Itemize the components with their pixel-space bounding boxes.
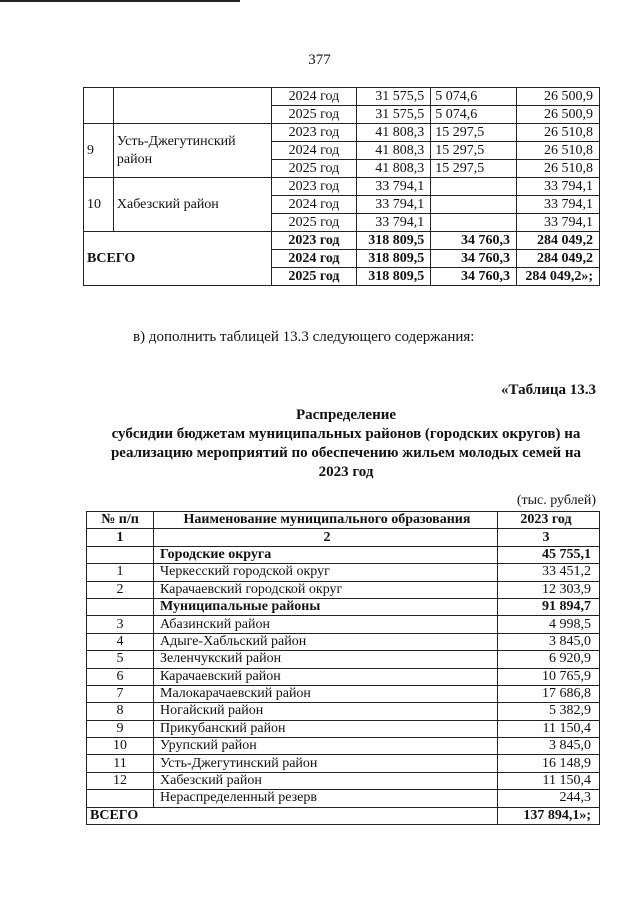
total-cell: 318 809,5 xyxy=(357,250,431,268)
year-cell: 2025 год xyxy=(271,160,357,178)
value-cell: 284 049,2 xyxy=(517,232,600,250)
amount-cell: 12 303,9 xyxy=(498,581,600,598)
index-cell: 1 xyxy=(87,529,154,546)
row-number xyxy=(87,598,154,615)
value-cell: 5 074,6 xyxy=(431,88,517,106)
units-label: (тыс. рублей) xyxy=(516,493,596,508)
value-cell: 5 074,6 xyxy=(431,106,517,124)
year-cell: 2025 год xyxy=(271,268,357,286)
table-row xyxy=(87,616,600,633)
continued-table xyxy=(83,87,600,286)
table-row xyxy=(87,633,600,650)
municipality-name: Зеленчукский район xyxy=(154,651,498,668)
value-cell: 26 510,8 xyxy=(517,160,600,178)
total-cell: 33 794,1 xyxy=(357,214,431,232)
amount-cell: 33 451,2 xyxy=(498,564,600,581)
total-label: ВСЕГО xyxy=(84,232,272,286)
municipality-name: Муниципальные районы xyxy=(154,598,498,615)
year-cell: 2023 год xyxy=(271,124,357,142)
value-cell xyxy=(431,196,517,214)
year-cell: 2024 год xyxy=(271,196,357,214)
total-cell: 41 808,3 xyxy=(357,142,431,160)
row-number: 5 xyxy=(87,651,154,668)
municipality-name: Адыге-Хабльский район xyxy=(154,633,498,650)
table-row xyxy=(87,755,600,772)
year-cell: 2024 год xyxy=(271,88,357,106)
value-cell xyxy=(431,178,517,196)
value-cell: 284 049,2»; xyxy=(517,268,600,286)
amount-cell: 244,3 xyxy=(498,790,600,807)
year-cell: 2023 год xyxy=(271,178,357,196)
table-row xyxy=(87,685,600,702)
total-value: 137 894,1»; xyxy=(498,807,600,824)
table-row xyxy=(84,124,600,142)
table-row xyxy=(84,88,600,106)
value-cell: 34 760,3 xyxy=(431,268,517,286)
row-number: 4 xyxy=(87,633,154,650)
index-row xyxy=(87,529,600,546)
heading-line: субсидии бюджетам муниципальных районов (городских округов) на xyxy=(111,426,581,442)
row-number: 6 xyxy=(87,668,154,685)
year-cell: 2024 год xyxy=(271,142,357,160)
name-cell xyxy=(113,88,271,124)
amount-cell: 17 686,8 xyxy=(498,685,600,702)
municipality-name: Урупский район xyxy=(154,738,498,755)
value-cell xyxy=(431,214,517,232)
column-header: Наименование муниципального образования xyxy=(154,512,498,529)
header-row xyxy=(87,512,600,529)
municipality-name: Хабезский район xyxy=(154,772,498,789)
heading-line: Распределение xyxy=(295,407,397,423)
amount-cell: 11 150,4 xyxy=(498,720,600,737)
instruction-text: в) дополнить таблицей 13.3 следующего содержания: xyxy=(133,329,475,345)
value-cell: 33 794,1 xyxy=(517,196,600,214)
index-cell: 2 xyxy=(154,529,498,546)
amount-cell: 11 150,4 xyxy=(498,772,600,789)
table-caption: «Таблица 13.3 xyxy=(501,382,596,398)
total-cell: 318 809,5 xyxy=(357,268,431,286)
municipality-name: Прикубанский район xyxy=(154,720,498,737)
amount-cell: 91 894,7 xyxy=(498,598,600,615)
value-cell: 26 500,9 xyxy=(517,88,600,106)
value-cell: 33 794,1 xyxy=(517,214,600,232)
table-row xyxy=(87,581,600,598)
value-cell: 33 794,1 xyxy=(517,178,600,196)
total-label: ВСЕГО xyxy=(87,807,498,824)
row-number: 9 xyxy=(84,124,114,178)
row-number: 8 xyxy=(87,703,154,720)
num-cell xyxy=(84,88,114,124)
row-number: 10 xyxy=(84,178,114,232)
table-row xyxy=(84,178,600,196)
top-rule xyxy=(0,0,240,2)
table-row xyxy=(87,703,600,720)
total-cell: 33 794,1 xyxy=(357,196,431,214)
page-number: 377 xyxy=(308,52,331,68)
row-number: 1 xyxy=(87,564,154,581)
value-cell: 26 510,8 xyxy=(517,142,600,160)
municipality-name: Ногайский район xyxy=(154,703,498,720)
year-cell: 2025 год xyxy=(271,106,357,124)
municipality-name: Абазинский район xyxy=(154,616,498,633)
row-number: 11 xyxy=(87,755,154,772)
total-row xyxy=(87,807,600,824)
district-name: Усть-Джегутинский район xyxy=(113,124,271,178)
total-cell: 41 808,3 xyxy=(357,124,431,142)
row-number xyxy=(87,546,154,563)
amount-cell: 16 148,9 xyxy=(498,755,600,772)
column-header: 2023 год xyxy=(498,512,600,529)
table-row xyxy=(84,232,600,250)
column-header: № п/п xyxy=(87,512,154,529)
value-cell: 15 297,5 xyxy=(431,160,517,178)
municipality-name: Карачаевский район xyxy=(154,668,498,685)
year-cell: 2025 год xyxy=(271,214,357,232)
municipality-name: Малокарачаевский район xyxy=(154,685,498,702)
total-cell: 31 575,5 xyxy=(357,106,431,124)
table-row xyxy=(87,651,600,668)
municipality-name: Усть-Джегутинский район xyxy=(154,755,498,772)
value-cell: 34 760,3 xyxy=(431,250,517,268)
amount-cell: 3 845,0 xyxy=(498,633,600,650)
total-cell: 41 808,3 xyxy=(357,160,431,178)
heading-line: реализацию мероприятий по обеспечению жильем молодых семей на xyxy=(110,445,582,461)
amount-cell: 3 845,0 xyxy=(498,738,600,755)
year-cell: 2024 год xyxy=(271,250,357,268)
municipality-name: Карачаевский городской округ xyxy=(154,581,498,598)
total-cell: 31 575,5 xyxy=(357,88,431,106)
table-row xyxy=(87,790,600,807)
row-number xyxy=(87,790,154,807)
district-name: Хабезский район xyxy=(113,178,271,232)
table-row xyxy=(87,668,600,685)
value-cell: 284 049,2 xyxy=(517,250,600,268)
row-number: 7 xyxy=(87,685,154,702)
table-row xyxy=(87,564,600,581)
amount-cell: 10 765,9 xyxy=(498,668,600,685)
heading-line: 2023 год xyxy=(318,464,374,480)
value-cell: 34 760,3 xyxy=(431,232,517,250)
row-number: 10 xyxy=(87,738,154,755)
total-cell: 33 794,1 xyxy=(357,178,431,196)
total-cell: 318 809,5 xyxy=(357,232,431,250)
table-row xyxy=(87,720,600,737)
amount-cell: 6 920,9 xyxy=(498,651,600,668)
distribution-table xyxy=(86,511,600,825)
value-cell: 26 500,9 xyxy=(517,106,600,124)
row-number: 2 xyxy=(87,581,154,598)
amount-cell: 45 755,1 xyxy=(498,546,600,563)
table-row xyxy=(87,598,600,615)
table-row xyxy=(87,738,600,755)
table-row xyxy=(87,772,600,789)
value-cell: 15 297,5 xyxy=(431,142,517,160)
table-row xyxy=(87,546,600,563)
row-number: 9 xyxy=(87,720,154,737)
amount-cell: 5 382,9 xyxy=(498,703,600,720)
municipality-name: Черкесский городской округ xyxy=(154,564,498,581)
row-number: 12 xyxy=(87,772,154,789)
index-cell: 3 xyxy=(498,529,600,546)
municipality-name: Городские округа xyxy=(154,546,498,563)
municipality-name: Нераспределенный резерв xyxy=(154,790,498,807)
value-cell: 26 510,8 xyxy=(517,124,600,142)
row-number: 3 xyxy=(87,616,154,633)
year-cell: 2023 год xyxy=(271,232,357,250)
value-cell: 15 297,5 xyxy=(431,124,517,142)
amount-cell: 4 998,5 xyxy=(498,616,600,633)
